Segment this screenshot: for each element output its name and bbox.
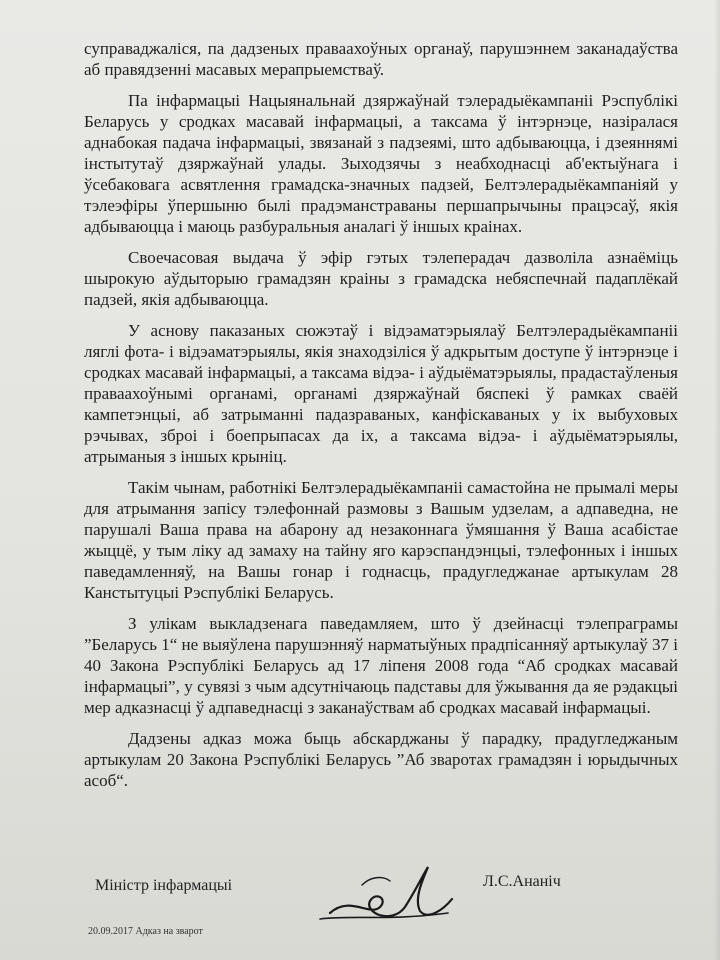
paragraph-1: суправаджаліся, па дадзеных праваахоўных органаў, парушэннем заканадаўства аб правядзенні масавых мерапрыемстваў. xyxy=(84,39,678,79)
signature-icon xyxy=(310,855,460,935)
letter-body xyxy=(84,38,678,801)
position-title: Міністр інфармацыі xyxy=(95,877,233,894)
paragraph-4: У аснову паказаных сюжэтаў і відэаматэрыялаў Белтэлерадыёкампаніі ляглі фота- і відэаматэрыялы, якія знаходзіліся ў адкрытым доступе ў інтэрнэце і сродках масавай інфармацыі, а таксама відэа- і аўдыёматэрыялы, прадастаўленыя праваахоўнымі органамі, органамі дзяржаўнай бяспекі ў рамках сваёй кампетэнцыі, аб затрыманні падазраваных, канфіскаваных у іх выбуховых рэчывах, зброі і боепрыпасах да іх, а таксама відэа- і аўдыёматэрыялы, атрыманыя з іншых крыніц. xyxy=(84,321,678,466)
paragraph-7: Дадзены адказ можа быць абскарджаны ў парадку, прадугледжаным артыкулам 20 Закона Рэспублікі Беларусь ”Аб зваротах грамадзян і юрыдычных асоб“. xyxy=(84,729,678,790)
paragraph-3: Своечасовая выдача ў эфір гэтых тэлеперадач дазволіла азнаёміць шырокую аўдыторыю грамадзян краіны з грамадска небяспечнай падаплёкай падзей, якія адбываюцца. xyxy=(84,248,678,309)
paragraph-6: З улікам выкладзенага паведамляем, што ў дзейнасці тэлепраграмы ”Беларусь 1“ не выяўлена парушэнняў нарматыўных прадпісанняў артыкулаў 37 і 40 Закона Рэспублікі Беларусь ад 17 ліпеня 2008 года “Аб сродках масавай інфармацыі”, у сувязі з чым адсутнічаюць падставы для ўжывання да яе рэдакцыі мер адказнасці ў адпаведнасці з заканаўствам аб сродках масавай інфармацыі. xyxy=(84,614,678,717)
document-reference: 20.09.2017 Адказ на зварот xyxy=(88,926,203,937)
paragraph-5: Такім чынам, работнікі Белтэлерадыёкампаніі самастойна не прымалі меры для атрымання запісу тэлефоннай размовы з Вашым удзелам, а адпаведна, не парушалі Ваша права на абарону ад незаконнага ўмяшання ў Ваша асабістае жыццё, у тым ліку ад замаху на тайну яго карэспандэнцыі, тэлефонных і іншых паведамленняў, на Вашы гонар і годнасць, прадугледжанае артыкулам 28 Канстытуцыі Рэспублікі Беларусь. xyxy=(84,478,678,602)
page-edge-shadow xyxy=(714,0,720,960)
signatory-name: Л.С.Ананіч xyxy=(483,873,561,890)
paragraph-2: Па інфармацыі Нацыянальнай дзяржаўнай тэлерадыёкампаніі Рэспублікі Беларусь у сродках масавай інфармацыі, а таксама ў інтэрнэце, назіралася аднабокая падача інфармацыі, звязанай з падзеямі, што адбываюцца, і дзеяннямі інстытутаў дзяржаўнай улады. Зыходзячы з неабходнасці аб'ектыўнага і ўсебаковага асвятлення грамадска-значных падзей, Белтэлерадыёкампаніяй у тэлеэфіры ўпершыню былі прадэманстраваны першапрычыны працэсаў, якія адбываюцца і маюць разбуральныя аналагі ў іншых краінах. xyxy=(84,91,678,236)
